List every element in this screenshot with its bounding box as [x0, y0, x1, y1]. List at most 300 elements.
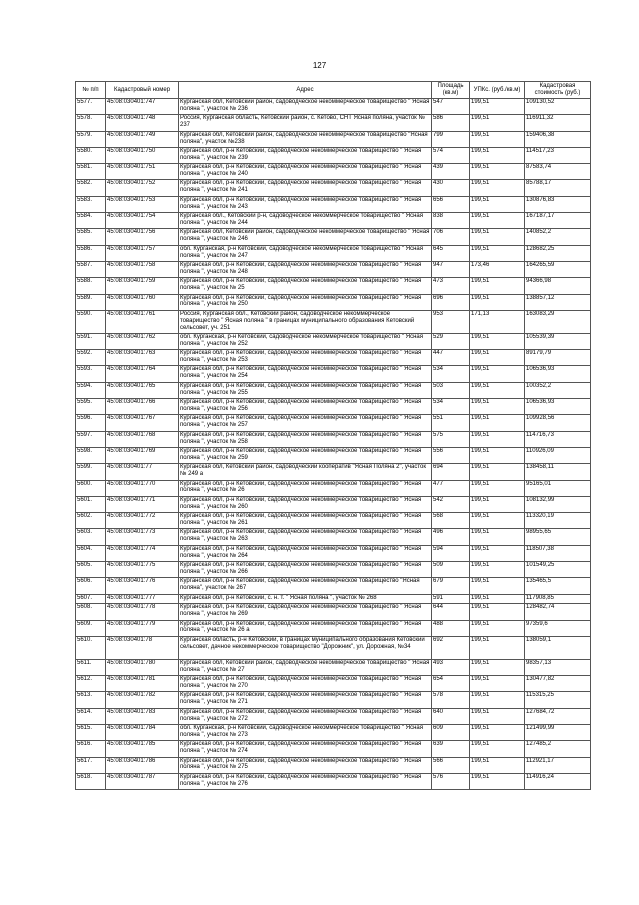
row-number-cell: 5593. — [76, 366, 106, 382]
cadastral-number-cell: 45:08:030401:783 — [106, 708, 179, 724]
area-cell: 488 — [432, 620, 470, 636]
area-cell: 551 — [432, 415, 470, 431]
cadastral-number-cell: 45:08:030401:760 — [106, 294, 179, 310]
cadastral-cost-cell: 85788,17 — [525, 180, 591, 196]
address-cell: Курганская обл, р-н Кетовский, садоводческое некоммерческое товарищество " Ясная поляна ", участок № 256 — [179, 399, 432, 415]
area-cell: 838 — [432, 213, 470, 229]
row-number-cell: 5608. — [76, 604, 106, 620]
address-cell: обл. Курганская, р-н Кетовский, садоводческое некоммерческое товарищество " Ясная поляна ", участок № 273 — [179, 724, 432, 740]
row-number-cell: 5583. — [76, 196, 106, 212]
cadastral-number-cell: 45:08:030401:786 — [106, 757, 179, 773]
cadastral-cost-cell: 117908,85 — [525, 594, 591, 604]
row-number-cell: 5584. — [76, 213, 106, 229]
table-row — [76, 447, 591, 463]
area-cell: 493 — [432, 659, 470, 675]
cadastral-cost-cell: 159406,38 — [525, 131, 591, 147]
table-row — [76, 757, 591, 773]
upks-cell: 199,51 — [470, 382, 525, 398]
cadastral-cost-cell: 115315,25 — [525, 692, 591, 708]
cadastral-cost-cell: 163083,29 — [525, 310, 591, 333]
table-row — [76, 310, 591, 333]
cadastral-cost-cell: 128482,74 — [525, 604, 591, 620]
cadastral-number-cell: 45:08:030401:769 — [106, 447, 179, 463]
upks-cell: 199,51 — [470, 692, 525, 708]
cadastral-cost-cell: 109928,56 — [525, 415, 591, 431]
cadastral-cost-cell: 98955,65 — [525, 529, 591, 545]
area-cell: 706 — [432, 229, 470, 245]
area-cell: 477 — [432, 480, 470, 496]
table-row — [76, 147, 591, 163]
row-number-cell: 5598. — [76, 447, 106, 463]
upks-cell: 199,51 — [470, 480, 525, 496]
upks-cell: 199,51 — [470, 294, 525, 310]
cadastral-cost-cell: 116911,32 — [525, 115, 591, 131]
cadastral-cost-cell: 121499,99 — [525, 724, 591, 740]
area-cell: 556 — [432, 447, 470, 463]
cadastral-cost-cell: 130477,82 — [525, 676, 591, 692]
cadastral-cost-cell: 127684,72 — [525, 708, 591, 724]
upks-cell: 199,51 — [470, 196, 525, 212]
table-row — [76, 131, 591, 147]
table-row — [76, 464, 591, 480]
table-row — [76, 229, 591, 245]
row-number-cell: 5585. — [76, 229, 106, 245]
row-number-cell: 5613. — [76, 692, 106, 708]
cadastral-cost-cell: 94366,98 — [525, 278, 591, 294]
upks-cell: 199,51 — [470, 180, 525, 196]
upks-cell: 199,51 — [470, 278, 525, 294]
cadastral-number-cell: 45:08:030401:776 — [106, 578, 179, 594]
address-cell: Курганская обл, р-н Кетовский, садоводческое некоммерческое товарищество " Ясная поляна ", участок № 243 — [179, 196, 432, 212]
row-number-cell: 5578. — [76, 115, 106, 131]
upks-cell: 199,51 — [470, 757, 525, 773]
header-area: Площадь (кв.м) — [432, 82, 470, 99]
table-row — [76, 431, 591, 447]
upks-cell: 199,51 — [470, 724, 525, 740]
cadastral-cost-cell: 138059,1 — [525, 636, 591, 659]
address-cell: обл. Курганская, р-н Кетовский, садоводческое некоммерческое товарищество " Ясная поляна ", участок № 247 — [179, 245, 432, 261]
area-cell: 692 — [432, 636, 470, 659]
table-row — [76, 99, 591, 115]
upks-cell: 199,51 — [470, 415, 525, 431]
table-row — [76, 708, 591, 724]
row-number-cell: 5590. — [76, 310, 106, 333]
cadastral-number-cell: 45:08:030401:764 — [106, 366, 179, 382]
address-cell: Курганская обл, р-н Кетовский, садоводческое некоммерческое товарищество " Ясная поляна ", участок № 253 — [179, 350, 432, 366]
table-row — [76, 180, 591, 196]
area-cell: 447 — [432, 350, 470, 366]
row-number-cell: 5617. — [76, 757, 106, 773]
cadastral-cost-cell: 138458,11 — [525, 464, 591, 480]
cadastral-cost-cell: 167187,17 — [525, 213, 591, 229]
address-cell: Курганская обл, р-н Кетовский, садоводческое некоммерческое товарищество " Ясная поляна ", участок № 239 — [179, 147, 432, 163]
table-row — [76, 261, 591, 277]
area-cell: 578 — [432, 692, 470, 708]
area-cell: 576 — [432, 773, 470, 789]
cadastral-table — [75, 81, 591, 790]
table-row — [76, 213, 591, 229]
upks-cell: 199,51 — [470, 773, 525, 789]
cadastral-cost-cell: 95165,01 — [525, 480, 591, 496]
address-cell: Курганская обл, р-н Кетовский, садоводческое некоммерческое товарищество " Ясная поляна ", участок № 272 — [179, 708, 432, 724]
row-number-cell: 5604. — [76, 545, 106, 561]
cadastral-number-cell: 45:08:030401:759 — [106, 278, 179, 294]
cadastral-number-cell: 45:08:030401:778 — [106, 604, 179, 620]
area-cell: 574 — [432, 147, 470, 163]
cadastral-cost-cell: 108132,99 — [525, 496, 591, 512]
cadastral-cost-cell: 109130,52 — [525, 99, 591, 115]
address-cell: Курганская обл, р-н Кетовский, садоводческое некоммерческое товарищество "Ясная поляна", участок № 267 — [179, 578, 432, 594]
header-address: Адрес — [179, 82, 432, 99]
address-cell: Курганская обл, р-н Кетовский, садоводческое некоммерческое товарищество " Ясная поляна ", участок № 275 — [179, 757, 432, 773]
row-number-cell: 5581. — [76, 164, 106, 180]
cadastral-cost-cell: 106536,93 — [525, 366, 591, 382]
upks-cell: 199,51 — [470, 399, 525, 415]
upks-cell: 199,51 — [470, 245, 525, 261]
upks-cell: 199,51 — [470, 147, 525, 163]
upks-cell: 199,51 — [470, 578, 525, 594]
row-number-cell: 5579. — [76, 131, 106, 147]
cadastral-number-cell: 45:08:030401:782 — [106, 692, 179, 708]
cadastral-cost-cell: 100352,2 — [525, 382, 591, 398]
table-row — [76, 115, 591, 131]
table-row — [76, 741, 591, 757]
cadastral-cost-cell: 110926,09 — [525, 447, 591, 463]
address-cell: Курганская обл, р-н Кетовский, садоводческое некоммерческое товарищество " Ясная поляна ", участок № 26 — [179, 480, 432, 496]
area-cell: 586 — [432, 115, 470, 131]
table-row — [76, 245, 591, 261]
row-number-cell: 5596. — [76, 415, 106, 431]
table-row — [76, 333, 591, 349]
area-cell: 430 — [432, 180, 470, 196]
cadastral-number-cell: 45:08:030401:747 — [106, 99, 179, 115]
upks-cell: 171,13 — [470, 310, 525, 333]
cadastral-cost-cell: 98357,13 — [525, 659, 591, 675]
row-number-cell: 5609. — [76, 620, 106, 636]
row-number-cell: 5577. — [76, 99, 106, 115]
area-cell: 645 — [432, 245, 470, 261]
upks-cell: 199,51 — [470, 431, 525, 447]
address-cell: Курганская обл, р-н Кетовский, садоводческое некоммерческое товарищество " Ясная поляна ", участок № 271 — [179, 692, 432, 708]
cadastral-cost-cell: 89179,79 — [525, 350, 591, 366]
row-number-cell: 5618. — [76, 773, 106, 789]
row-number-cell: 5601. — [76, 496, 106, 512]
table-row — [76, 659, 591, 675]
table-row — [76, 578, 591, 594]
area-cell: 656 — [432, 196, 470, 212]
cadastral-cost-cell: 101549,25 — [525, 562, 591, 578]
table-body — [76, 99, 591, 790]
upks-cell: 199,51 — [470, 464, 525, 480]
area-cell: 640 — [432, 708, 470, 724]
cadastral-number-cell: 45:08:030401:767 — [106, 415, 179, 431]
row-number-cell: 5599. — [76, 464, 106, 480]
cadastral-number-cell: 45:08:030401:761 — [106, 310, 179, 333]
cadastral-number-cell: 45:08:030401:770 — [106, 480, 179, 496]
cadastral-cost-cell: 130876,83 — [525, 196, 591, 212]
upks-cell: 173,46 — [470, 261, 525, 277]
table-row — [76, 415, 591, 431]
address-cell: Курганская обл, р-н Кетовский, садоводческое некоммерческое товарищество " Ясная поляна ", участок № 248 — [179, 261, 432, 277]
cadastral-number-cell: 45:08:030401:763 — [106, 350, 179, 366]
address-cell: Курганская обл, р-н Кетовский, садоводческое некоммерческое товарищество " Ясная поляна ", участок № 260 — [179, 496, 432, 512]
address-cell: Курганская обл, Кетовский район, садоводческое некоммерческое товарищество " Ясная поляна ", участок № 246 — [179, 229, 432, 245]
table-row — [76, 294, 591, 310]
area-cell: 439 — [432, 164, 470, 180]
row-number-cell: 5612. — [76, 676, 106, 692]
table-row — [76, 636, 591, 659]
table-row — [76, 604, 591, 620]
address-cell: Курганская обл, р-н Кетовский, садоводческое некоммерческое товарищество " Ясная поляна ", участок № 263 — [179, 529, 432, 545]
upks-cell: 199,51 — [470, 636, 525, 659]
cadastral-cost-cell: 114517,23 — [525, 147, 591, 163]
cadastral-number-cell: 45:08:030401:785 — [106, 741, 179, 757]
area-cell: 575 — [432, 431, 470, 447]
cadastral-number-cell: 45:08:030401:750 — [106, 147, 179, 163]
cadastral-number-cell: 45:08:030401:78 — [106, 636, 179, 659]
row-number-cell: 5605. — [76, 562, 106, 578]
area-cell: 568 — [432, 513, 470, 529]
address-cell: Курганская обл, р-н Кетовский, садоводческое некоммерческое товарищество " Ясная поляна ", участок № 270 — [179, 676, 432, 692]
address-cell: Курганская обл, р-н Кетовский, садоводческое некоммерческое товарищество " Ясная поляна ", участок № 259 — [179, 447, 432, 463]
cadastral-cost-cell: 106536,93 — [525, 399, 591, 415]
row-number-cell: 5592. — [76, 350, 106, 366]
upks-cell: 199,51 — [470, 213, 525, 229]
area-cell: 496 — [432, 529, 470, 545]
row-number-cell: 5589. — [76, 294, 106, 310]
upks-cell: 199,51 — [470, 741, 525, 757]
area-cell: 534 — [432, 366, 470, 382]
area-cell: 639 — [432, 741, 470, 757]
upks-cell: 199,51 — [470, 447, 525, 463]
cadastral-cost-cell: 114916,24 — [525, 773, 591, 789]
upks-cell: 199,51 — [470, 676, 525, 692]
cadastral-number-cell: 45:08:030401:751 — [106, 164, 179, 180]
upks-cell: 199,51 — [470, 594, 525, 604]
table-row — [76, 496, 591, 512]
address-cell: Курганская обл, р-н Кетовский, садоводческое некоммерческое товарищество " Ясная поляна ", участок № 26 а — [179, 620, 432, 636]
address-cell: Курганская обл, р-н Кетовский, с. н. т. " Ясная поляна ", участок № 268 — [179, 594, 432, 604]
cadastral-number-cell: 45:08:030401:779 — [106, 620, 179, 636]
address-cell: Курганская обл, р-н Кетовский, садоводческое некоммерческое товарищество " Ясная поляна ", участок № 25 — [179, 278, 432, 294]
header-num: № п/п — [76, 82, 106, 99]
table-header-row — [76, 82, 591, 99]
address-cell: Курганская обл, Кетовский район, садоводческое некоммерческое товарищество " Ясная поляна ", участок № 236 — [179, 99, 432, 115]
table-row — [76, 278, 591, 294]
area-cell: 644 — [432, 604, 470, 620]
row-number-cell: 5607. — [76, 594, 106, 604]
cadastral-number-cell: 45:08:030401:765 — [106, 382, 179, 398]
address-cell: Курганская обл, Кетовский район, садоводческий кооператив "Ясная Поляна 2", участок № 249 а — [179, 464, 432, 480]
cadastral-number-cell: 45:08:030401:781 — [106, 676, 179, 692]
row-number-cell: 5582. — [76, 180, 106, 196]
row-number-cell: 5595. — [76, 399, 106, 415]
address-cell: Курганская обл, Кетовский район, садоводческое некоммерческое товарищество "Ясная поляна", участок №238 — [179, 131, 432, 147]
address-cell: Курганская обл, р-н Кетовский, садоводческое некоммерческое товарищество " Ясная поляна ", участок № 274 — [179, 741, 432, 757]
cadastral-cost-cell: 112921,17 — [525, 757, 591, 773]
cadastral-number-cell: 45:08:030401:766 — [106, 399, 179, 415]
table-row — [76, 676, 591, 692]
address-cell: Курганская обл, р-н Кетовский, садоводческое некоммерческое товарищество " Ясная поляна ", участок № 240 — [179, 164, 432, 180]
table-row — [76, 513, 591, 529]
row-number-cell: 5602. — [76, 513, 106, 529]
upks-cell: 199,51 — [470, 131, 525, 147]
table-row — [76, 620, 591, 636]
table-row — [76, 692, 591, 708]
row-number-cell: 5586. — [76, 245, 106, 261]
cadastral-number-cell: 45:08:030401:771 — [106, 496, 179, 512]
table-row — [76, 196, 591, 212]
upks-cell: 199,51 — [470, 350, 525, 366]
row-number-cell: 5614. — [76, 708, 106, 724]
address-cell: Курганская обл, р-н Кетовский, садоводческое некоммерческое товарищество " Ясная поляна ", участок № 258 — [179, 431, 432, 447]
upks-cell: 199,51 — [470, 99, 525, 115]
cadastral-number-cell: 45:08:030401:772 — [106, 513, 179, 529]
upks-cell: 199,51 — [470, 529, 525, 545]
table-row — [76, 545, 591, 561]
area-cell: 591 — [432, 594, 470, 604]
upks-cell: 199,51 — [470, 115, 525, 131]
area-cell: 696 — [432, 294, 470, 310]
area-cell: 566 — [432, 757, 470, 773]
area-cell: 547 — [432, 99, 470, 115]
address-cell: Курганская обл., Кетовский р-н, садоводческое некоммерческое товарищество " Ясная поляна ", участок № 244 — [179, 213, 432, 229]
upks-cell: 199,51 — [470, 604, 525, 620]
area-cell: 654 — [432, 676, 470, 692]
area-cell: 534 — [432, 399, 470, 415]
address-cell: Курганская обл, р-н Кетовский, садоводческое некоммерческое товарищество " Ясная поляна ", участок № 254 — [179, 366, 432, 382]
cadastral-number-cell: 45:08:030401:787 — [106, 773, 179, 789]
header-upks: УПКс. (руб./кв.м) — [470, 82, 525, 99]
address-cell: Курганская обл, р-н Кетовский, садоводческое некоммерческое товарищество " Ясная поляна ", участок № 269 — [179, 604, 432, 620]
row-number-cell: 5597. — [76, 431, 106, 447]
table-row — [76, 529, 591, 545]
address-cell: Курганская обл, р-н Кетовский, садоводческое некоммерческое товарищество " Ясная поляна ", участок № 250 — [179, 294, 432, 310]
cadastral-number-cell: 45:08:030401:758 — [106, 261, 179, 277]
row-number-cell: 5594. — [76, 382, 106, 398]
cadastral-cost-cell: 105539,39 — [525, 333, 591, 349]
row-number-cell: 5588. — [76, 278, 106, 294]
cadastral-cost-cell: 114716,73 — [525, 431, 591, 447]
cadastral-cost-cell: 164265,59 — [525, 261, 591, 277]
area-cell: 947 — [432, 261, 470, 277]
cadastral-cost-cell: 118507,38 — [525, 545, 591, 561]
address-cell: Курганская обл, р-н Кетовский, садоводческое некоммерческое товарищество " Ясная поляна ", участок № 255 — [179, 382, 432, 398]
address-cell: Курганская обл, р-н Кетовский, садоводческое некоммерческое товарищество " Ясная поляна ", участок № 276 — [179, 773, 432, 789]
address-cell: Россия, Курганская область, Кетовский район, с. Кетово, СНТ Ясная поляна, участок № 237 — [179, 115, 432, 131]
upks-cell: 199,51 — [470, 496, 525, 512]
row-number-cell: 5603. — [76, 529, 106, 545]
table-row — [76, 366, 591, 382]
address-cell: Курганская обл, р-н Кетовский, садоводческое некоммерческое товарищество " Ясная поляна ", участок № 264 — [179, 545, 432, 561]
upks-cell: 199,51 — [470, 659, 525, 675]
upks-cell: 199,51 — [470, 545, 525, 561]
area-cell: 473 — [432, 278, 470, 294]
table-row — [76, 594, 591, 604]
row-number-cell: 5611. — [76, 659, 106, 675]
upks-cell: 199,51 — [470, 366, 525, 382]
header-cost: Кадастровая стоимость (руб.) — [525, 82, 591, 99]
header-cadastral-number: Кадастровый номер — [106, 82, 179, 99]
cadastral-number-cell: 45:08:030401:768 — [106, 431, 179, 447]
cadastral-number-cell: 45:08:030401:752 — [106, 180, 179, 196]
address-cell: обл. Курганская, р-н Кетовский, садоводческое некоммерческое товарищество " Ясная поляна ", участок № 252 — [179, 333, 432, 349]
area-cell: 799 — [432, 131, 470, 147]
row-number-cell: 5580. — [76, 147, 106, 163]
cadastral-number-cell: 45:08:030401:784 — [106, 724, 179, 740]
table-row — [76, 724, 591, 740]
area-cell: 529 — [432, 333, 470, 349]
area-cell: 503 — [432, 382, 470, 398]
cadastral-number-cell: 45:08:030401:773 — [106, 529, 179, 545]
cadastral-number-cell: 45:08:030401:777 — [106, 594, 179, 604]
row-number-cell: 5610. — [76, 636, 106, 659]
area-cell: 679 — [432, 578, 470, 594]
cadastral-number-cell: 45:08:030401:749 — [106, 131, 179, 147]
cadastral-number-cell: 45:08:030401:762 — [106, 333, 179, 349]
cadastral-number-cell: 45:08:030401:780 — [106, 659, 179, 675]
address-cell: Курганская область, р-н Кетовский, в границах муниципального образования Кетовский сельсовет, дачное некоммерческое товарищество "Дорожник", ул. Дорожная, №34 — [179, 636, 432, 659]
row-number-cell: 5591. — [76, 333, 106, 349]
table-row — [76, 399, 591, 415]
table-row — [76, 350, 591, 366]
cadastral-cost-cell: 87583,74 — [525, 164, 591, 180]
upks-cell: 199,51 — [470, 229, 525, 245]
page-number: 127 — [312, 61, 327, 70]
cadastral-cost-cell: 128682,25 — [525, 245, 591, 261]
address-cell: Россия, Курганская обл., Кетовский район, садоводческое некоммерческое товарищество " Ясная поляна " в границах муниципального образования Кетовский сельсовет, уч. 251 — [179, 310, 432, 333]
cadastral-cost-cell: 135465,5 — [525, 578, 591, 594]
upks-cell: 199,51 — [470, 562, 525, 578]
table-row — [76, 562, 591, 578]
area-cell: 609 — [432, 724, 470, 740]
cadastral-number-cell: 45:08:030401:775 — [106, 562, 179, 578]
area-cell: 509 — [432, 562, 470, 578]
table-row — [76, 382, 591, 398]
cadastral-number-cell: 45:08:030401:748 — [106, 115, 179, 131]
area-cell: 694 — [432, 464, 470, 480]
cadastral-number-cell: 45:08:030401:754 — [106, 213, 179, 229]
address-cell: Курганская обл, р-н Кетовский, садоводческое некоммерческое товарищество " Ясная поляна ", участок № 241 — [179, 180, 432, 196]
cadastral-cost-cell: 138857,12 — [525, 294, 591, 310]
upks-cell: 199,51 — [470, 620, 525, 636]
cadastral-cost-cell: 113320,19 — [525, 513, 591, 529]
address-cell: Курганская обл, р-н Кетовский, садоводческое некоммерческое товарищество " Ясная поляна ", участок № 261 — [179, 513, 432, 529]
cadastral-cost-cell: 127485,2 — [525, 741, 591, 757]
area-cell: 594 — [432, 545, 470, 561]
table-row — [76, 164, 591, 180]
cadastral-cost-cell: 140852,2 — [525, 229, 591, 245]
row-number-cell: 5616. — [76, 741, 106, 757]
table-row — [76, 773, 591, 789]
table-row — [76, 480, 591, 496]
row-number-cell: 5615. — [76, 724, 106, 740]
upks-cell: 199,51 — [470, 708, 525, 724]
cadastral-number-cell: 45:08:030401:753 — [106, 196, 179, 212]
row-number-cell: 5606. — [76, 578, 106, 594]
area-cell: 953 — [432, 310, 470, 333]
upks-cell: 199,51 — [470, 333, 525, 349]
upks-cell: 199,51 — [470, 164, 525, 180]
address-cell: Курганская обл, р-н Кетовский, садоводческое некоммерческое товарищество " Ясная поляна ", участок № 257 — [179, 415, 432, 431]
address-cell: Курганская обл, Кетовский район, садоводческое некоммерческое товарищество " Ясная поляна ", участок № 27 — [179, 659, 432, 675]
row-number-cell: 5587. — [76, 261, 106, 277]
row-number-cell: 5600. — [76, 480, 106, 496]
cadastral-number-cell: 45:08:030401:77 — [106, 464, 179, 480]
cadastral-number-cell: 45:08:030401:757 — [106, 245, 179, 261]
cadastral-number-cell: 45:08:030401:774 — [106, 545, 179, 561]
area-cell: 542 — [432, 496, 470, 512]
